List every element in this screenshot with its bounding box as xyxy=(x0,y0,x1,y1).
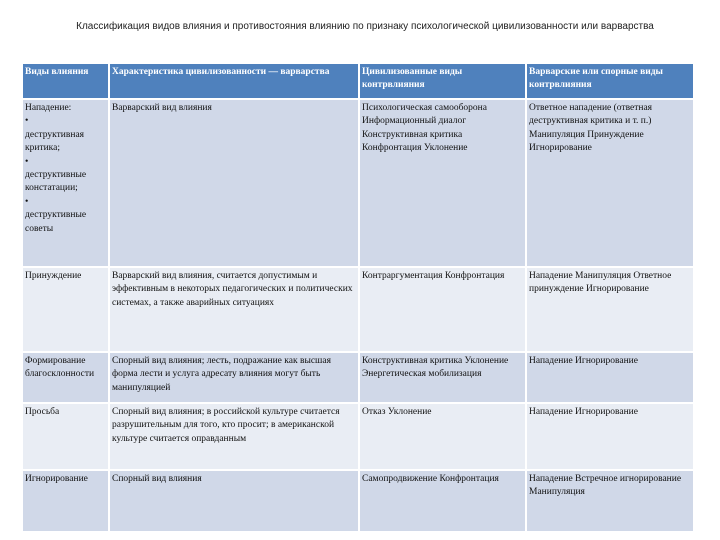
cell-characteristic: Варварский вид влияния xyxy=(109,99,359,267)
cell-civilized: Психологическая самооборона Информационный диалог Конструктивная критика Конфронтация Уклонение xyxy=(359,99,526,267)
header-influence-types: Виды влияния xyxy=(22,63,109,99)
cell-influence-type: Игнорирование xyxy=(22,470,109,532)
cell-civilized: Отказ Уклонение xyxy=(359,403,526,470)
cell-barbaric: Нападение Игнорирование xyxy=(526,403,694,470)
cell-barbaric: Нападение Игнорирование xyxy=(526,352,694,403)
header-civilization-characteristic: Характеристика цивилизованности — варварства xyxy=(109,63,359,99)
cell-influence-type: Просьба xyxy=(22,403,109,470)
cell-barbaric: Нападение Встречное игнорирование Манипуляция xyxy=(526,470,694,532)
table-row xyxy=(22,403,694,470)
table-row xyxy=(22,352,694,403)
table-row xyxy=(22,470,694,532)
header-barbaric-counterinfluence: Варварские или спорные виды контрвлияния xyxy=(526,63,694,99)
cell-influence-type: Формирование благосклонности xyxy=(22,352,109,403)
cell-characteristic: Спорный вид влияния; в российской культуре считается разрушительным для того, кто просит; в американской культуре считается оправданным xyxy=(109,403,359,470)
cell-influence-type: Принуждение xyxy=(22,267,109,352)
cell-influence-type: Нападение: • деструктивная критика; • деструктивные констатации; • деструктивные советы xyxy=(22,99,109,267)
table-row xyxy=(22,267,694,352)
cell-civilized: Самопродвижение Конфронтация xyxy=(359,470,526,532)
cell-characteristic: Спорный вид влияния xyxy=(109,470,359,532)
cell-civilized: Конструктивная критика Уклонение Энергетическая мобилизация xyxy=(359,352,526,403)
table-header-row xyxy=(22,63,694,99)
classification-table xyxy=(21,62,695,533)
cell-characteristic: Спорный вид влияния; лесть, подражание как высшая форма лести и услуга адресату влияния могут быть манипуляцией xyxy=(109,352,359,403)
cell-characteristic: Варварский вид влияния, считается допустимым и эффективным в некоторых педагогических и политических системах, а также аварийных ситуациях xyxy=(109,267,359,352)
table-row xyxy=(22,99,694,267)
cell-civilized: Контраргументация Конфронтация xyxy=(359,267,526,352)
header-civilized-counterinfluence: Цивилизованные виды контрвлияния xyxy=(359,63,526,99)
cell-barbaric: Нападение Манипуляция Ответное принуждение Игнорирование xyxy=(526,267,694,352)
cell-barbaric: Ответное нападение (ответная деструктивная критика и т. п.) Манипуляция Принуждение Игнорирование xyxy=(526,99,694,267)
page-title: Классификация видов влияния и противостояния влиянию по признаку психологической цивилизованности или варварства xyxy=(76,21,654,32)
